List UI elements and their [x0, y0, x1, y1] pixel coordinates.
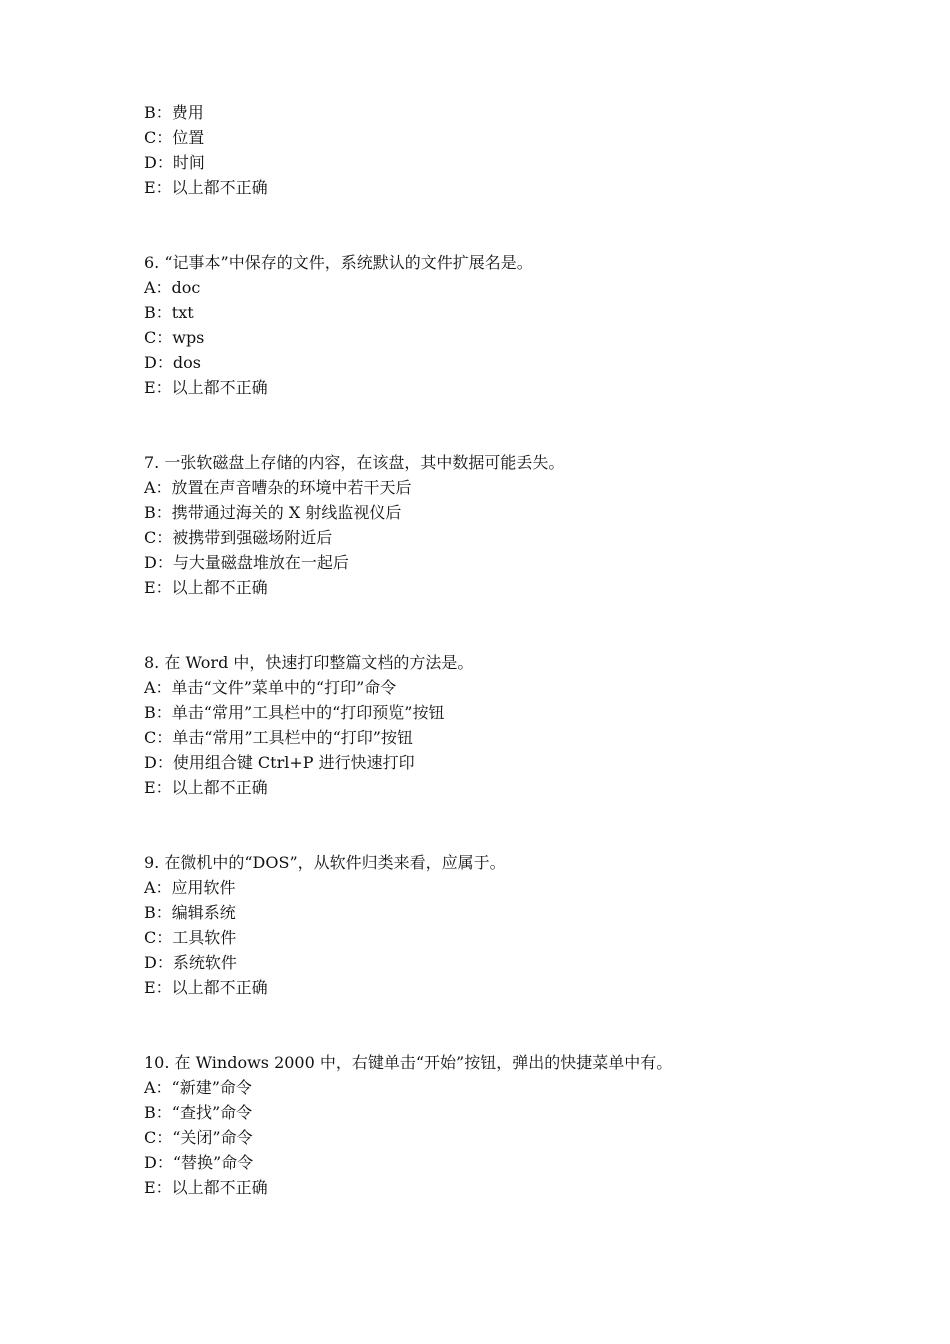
question-5-continued — [144, 100, 844, 200]
option-c: C：位置 — [144, 128, 205, 147]
option-e: E：以上都不正确 — [144, 378, 268, 397]
option-c: C：wps — [144, 328, 205, 347]
option-a: A：放置在声音嘈杂的环境中若干天后 — [144, 478, 412, 497]
option-c: C：被携带到强磁场附近后 — [144, 528, 333, 547]
option-e: E：以上都不正确 — [144, 1178, 268, 1197]
option-d: D：时间 — [144, 153, 205, 172]
option-d: D：dos — [144, 353, 201, 372]
option-b: B：携带通过海关的 X 射线监视仪后 — [144, 503, 402, 522]
option-b: B：编辑系统 — [144, 903, 236, 922]
document-page — [144, 100, 844, 1200]
question-9 — [144, 850, 844, 1000]
option-b: B：“查找”命令 — [144, 1103, 253, 1122]
option-d: D：“替换”命令 — [144, 1153, 254, 1172]
option-b: B：费用 — [144, 103, 204, 122]
question-stem: 8. 在 Word 中，快速打印整篇文档的方法是。 — [144, 653, 474, 672]
option-a: A：“新建”命令 — [144, 1078, 252, 1097]
question-stem: 6. “记事本”中保存的文件，系统默认的文件扩展名是。 — [144, 253, 533, 272]
option-a: A：单击“文件”菜单中的“打印”命令 — [144, 678, 397, 697]
option-e: E：以上都不正确 — [144, 778, 268, 797]
question-7 — [144, 450, 844, 600]
option-e: E：以上都不正确 — [144, 178, 268, 197]
question-stem: 10. 在 Windows 2000 中，右键单击“开始”按钮，弹出的快捷菜单中有。 — [144, 1053, 673, 1072]
question-stem: 7. 一张软磁盘上存储的内容，在该盘，其中数据可能丢失。 — [144, 453, 565, 472]
option-e: E：以上都不正确 — [144, 978, 268, 997]
question-6 — [144, 250, 844, 400]
option-d: D：与大量磁盘堆放在一起后 — [144, 553, 349, 572]
option-d: D：使用组合键 Ctrl+P 进行快速打印 — [144, 753, 415, 772]
question-stem: 9. 在微机中的“DOS”，从软件归类来看，应属于。 — [144, 853, 506, 872]
option-b: B：txt — [144, 303, 194, 322]
option-a: A：doc — [144, 278, 201, 297]
option-d: D：系统软件 — [144, 953, 237, 972]
question-10 — [144, 1050, 844, 1200]
option-a: A：应用软件 — [144, 878, 236, 897]
option-b: B：单击“常用”工具栏中的“打印预览”按钮 — [144, 703, 445, 722]
question-8 — [144, 650, 844, 800]
option-c: C：“关闭”命令 — [144, 1128, 253, 1147]
option-c: C：工具软件 — [144, 928, 237, 947]
option-c: C：单击“常用”工具栏中的“打印”按钮 — [144, 728, 413, 747]
option-e: E：以上都不正确 — [144, 578, 268, 597]
